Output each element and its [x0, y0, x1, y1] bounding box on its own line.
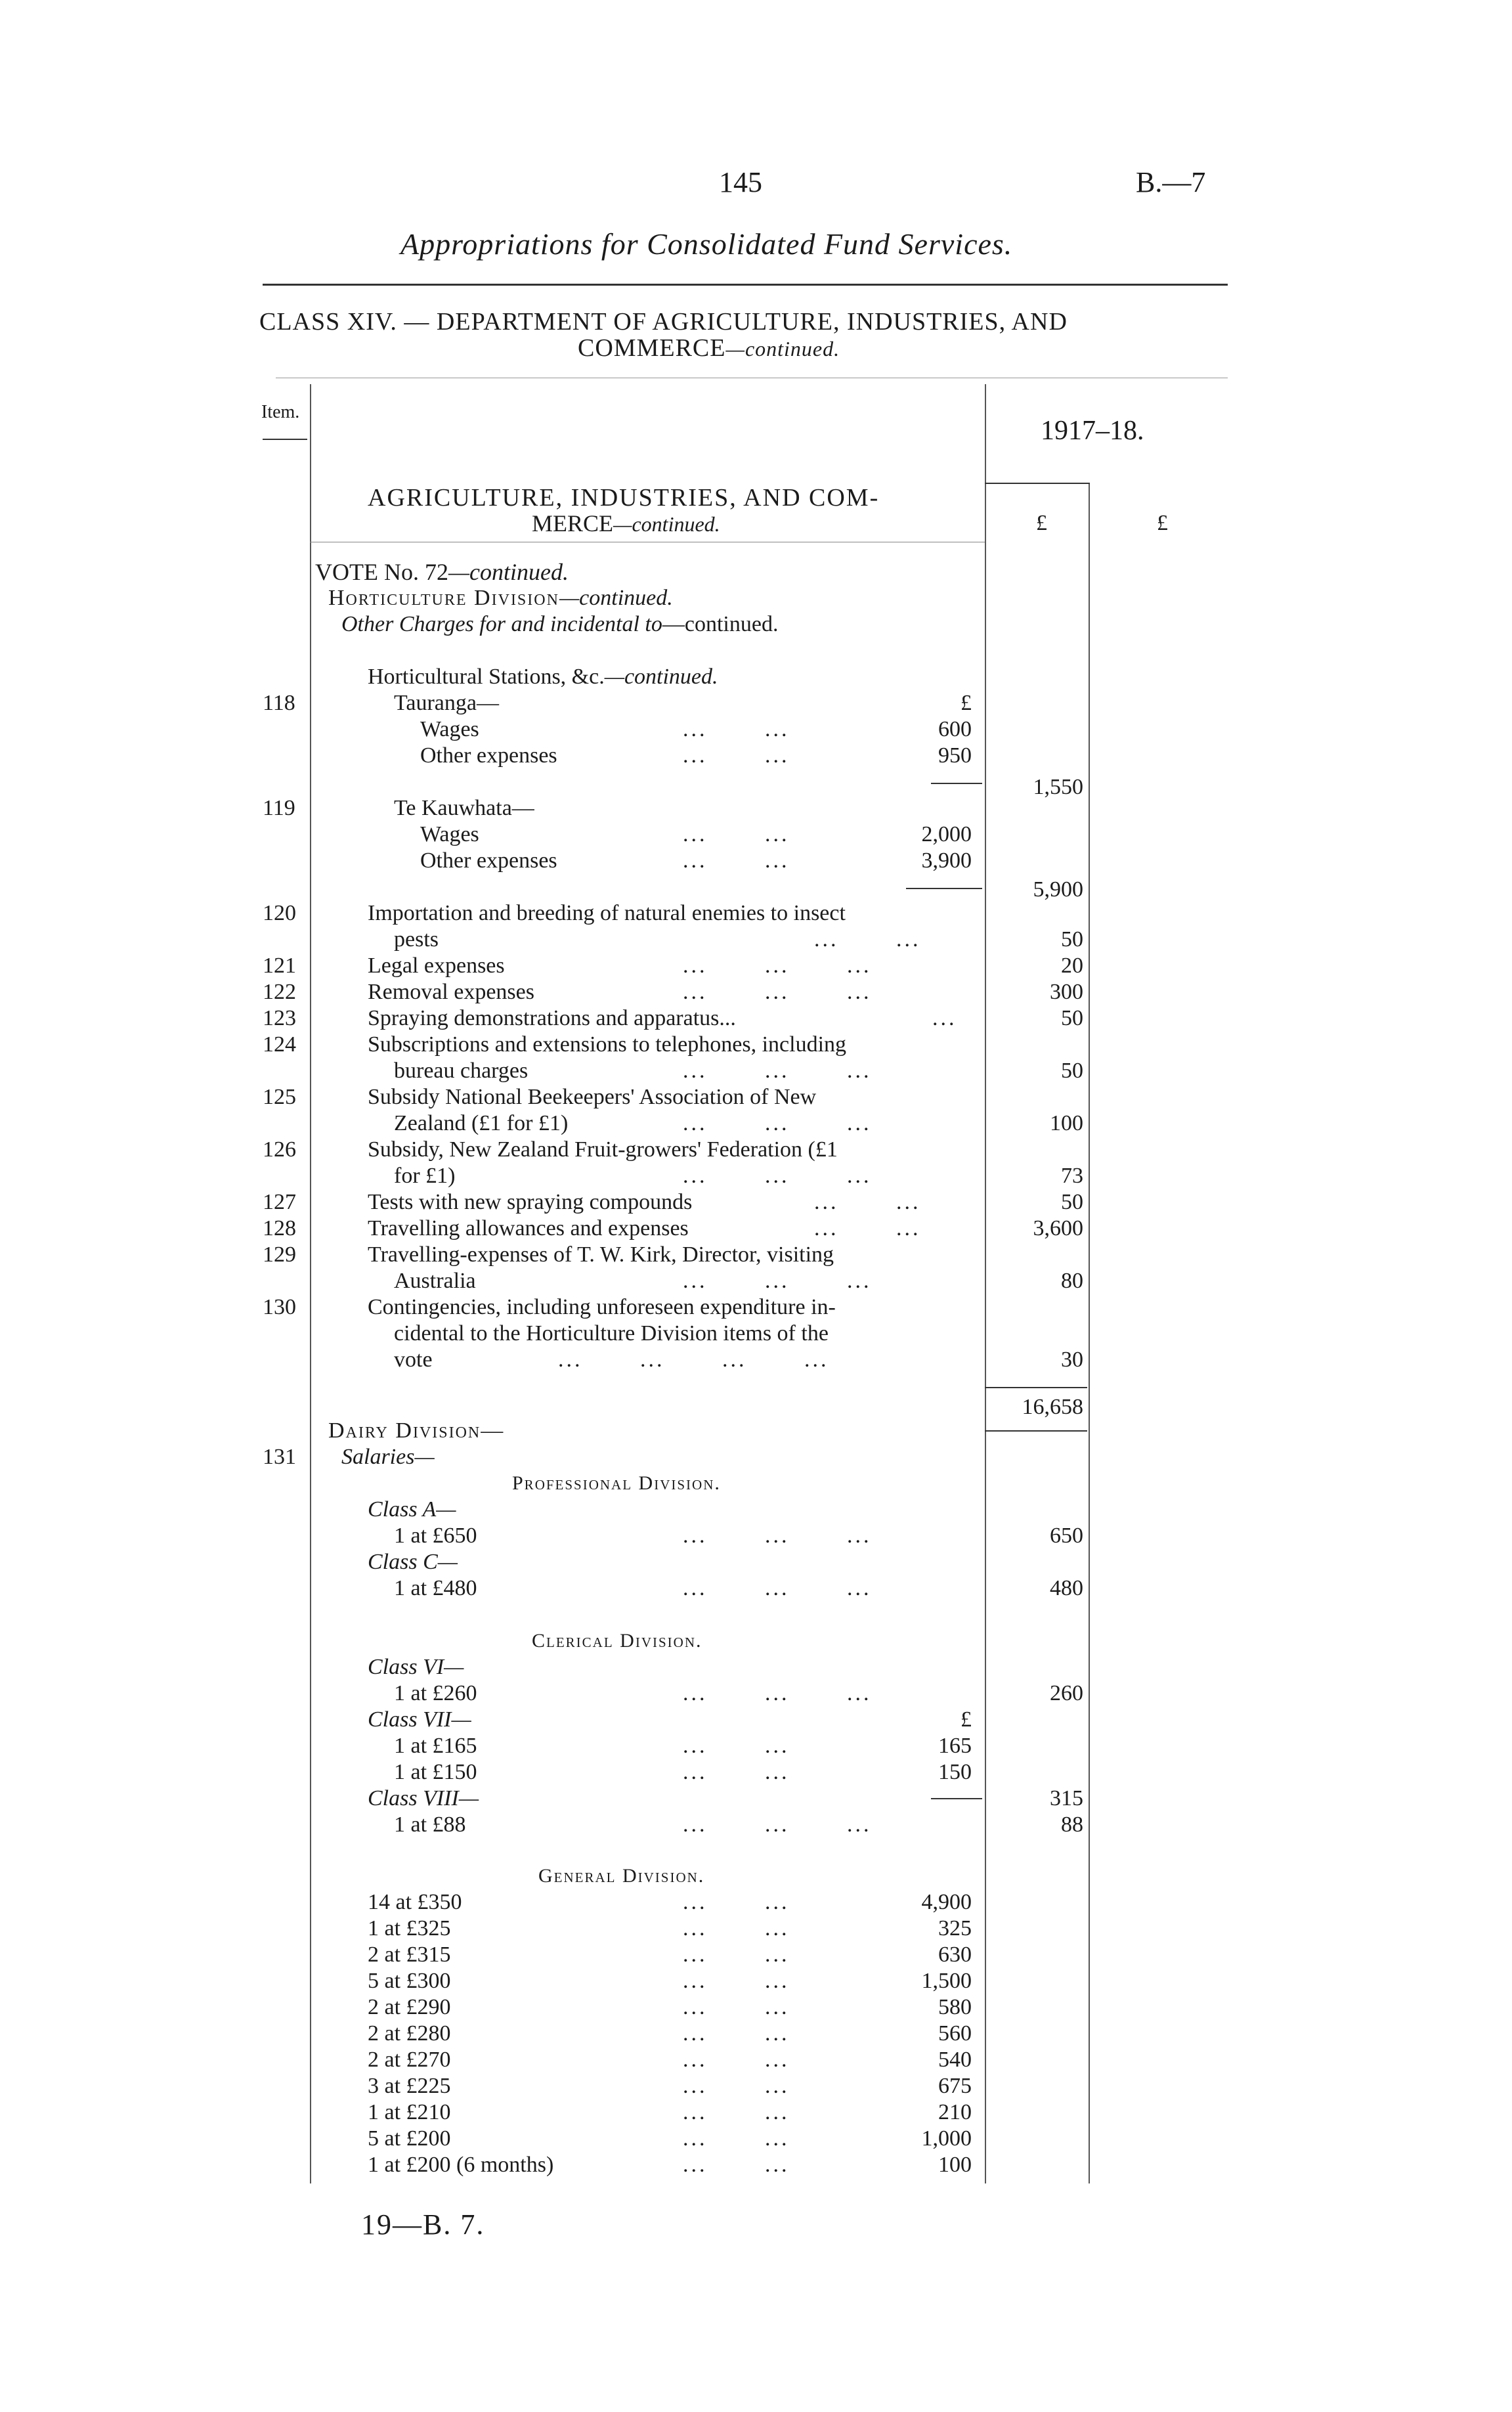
item-130-line2: cidental to the Horticulture Division items of the: [394, 1321, 829, 1346]
tauranga-pound-sign: £: [961, 691, 972, 715]
class-viii-heading: Class VIII—: [368, 1786, 479, 1810]
class-vi-heading: Class VI—: [368, 1655, 464, 1679]
vote-continued: —continued.: [448, 559, 569, 585]
item-number-121: 121: [263, 954, 296, 978]
item-129-amount: 80: [1061, 1269, 1083, 1293]
general-row-8-leaders: ... ...: [683, 2074, 790, 2098]
item-125-leaders: ... ... ...: [683, 1111, 872, 1135]
general-row-6-amount: 560: [938, 2021, 972, 2046]
item-126-line1: Subsidy, New Zealand Fruit-growers' Federation (£1: [368, 1137, 838, 1162]
class-viii-amount: 88: [1061, 1812, 1083, 1837]
general-row-7: 2 at £270: [368, 2048, 451, 2072]
general-row-1-amount: 4,900: [921, 1890, 972, 1914]
document-reference: B.—7: [1136, 166, 1206, 198]
item-124-line2: bureau charges: [394, 1059, 529, 1083]
class-vi-amount: 260: [1050, 1681, 1083, 1705]
class-heading-commerce: COMMERCE: [578, 334, 726, 362]
item-number-131: 131: [263, 1445, 296, 1469]
class-vii-heading: Class VII—: [368, 1707, 471, 1732]
tauranga-other-amount: 950: [938, 743, 972, 768]
item-122-leaders: ... ... ...: [683, 980, 872, 1004]
general-row-4-amount: 1,500: [921, 1969, 972, 1993]
item-124-leaders: ... ... ...: [683, 1059, 872, 1083]
item-128-label: Travelling allowances and expenses: [368, 1216, 689, 1240]
tekauwhata-other-leaders: ... ...: [683, 848, 790, 873]
division-line: [328, 586, 673, 611]
general-row-3-leaders: ... ...: [683, 1942, 790, 1967]
class-vii-row-1: 1 at £165: [394, 1734, 477, 1758]
division-continued: —continued.: [559, 586, 673, 610]
class-vii-row-2-amount: 150: [938, 1760, 972, 1784]
item-127-leaders: ... ...: [814, 1190, 921, 1214]
general-row-4-leaders: ... ...: [683, 1969, 790, 1993]
item-122-amount: 300: [1050, 980, 1083, 1004]
item-number-118: 118: [263, 691, 295, 715]
professional-division-heading: Professional Division.: [512, 1472, 721, 1494]
general-row-11: 1 at £200 (6 months): [368, 2153, 554, 2177]
general-row-11-leaders: ... ...: [683, 2153, 790, 2177]
class-vii-pound-sign: £: [961, 1707, 972, 1732]
item-number-119: 119: [263, 796, 295, 820]
general-row-2: 1 at £325: [368, 1916, 451, 1941]
class-heading-line1: CLASS XIV. — DEPARTMENT OF AGRICULTURE, INDUSTRIES, AND: [259, 308, 1068, 336]
class-c-leaders: ... ... ...: [683, 1576, 872, 1600]
tekauwhata-other-amount: 3,900: [921, 848, 972, 873]
item-120-leaders: ... ...: [814, 927, 921, 952]
general-division-heading: General Division.: [538, 1865, 705, 1887]
general-row-8: 3 at £225: [368, 2074, 451, 2098]
item-number-128: 128: [263, 1216, 296, 1240]
general-row-7-amount: 540: [938, 2048, 972, 2072]
item-number-126: 126: [263, 1137, 296, 1162]
item-127-label: Tests with new spraying compounds: [368, 1190, 693, 1214]
item-130-line3: vote: [394, 1348, 433, 1372]
general-row-6: 2 at £280: [368, 2021, 451, 2046]
general-row-7-leaders: ... ...: [683, 2048, 790, 2072]
tauranga-wages-label: Wages: [420, 717, 479, 741]
running-title: Appropriations for Consolidated Fund Services.: [400, 227, 1013, 261]
tekauwhata-subtotal-rule: [906, 888, 982, 889]
tekauwhata-title: Te Kauwhata—: [394, 796, 534, 820]
general-row-9-leaders: ... ...: [683, 2100, 790, 2124]
item-number-130: 130: [263, 1295, 296, 1319]
class-viii-leaders: ... ... ...: [683, 1812, 872, 1837]
tekauwhata-other-label: Other expenses: [420, 848, 557, 873]
tekauwhata-wages-leaders: ... ...: [683, 822, 790, 846]
item-120-line1: Importation and breeding of natural enemies to insect: [368, 901, 846, 925]
tauranga-other-label: Other expenses: [420, 743, 557, 768]
item-column-divider: [310, 384, 311, 2183]
item-number-124: 124: [263, 1032, 296, 1057]
class-a-heading: Class A—: [368, 1497, 456, 1522]
total-column-divider: [1089, 483, 1090, 2183]
other-charges-label: Other Charges for and incidental to: [341, 612, 662, 636]
item-121-amount: 20: [1061, 954, 1083, 978]
class-vi-row: 1 at £260: [394, 1681, 477, 1705]
item-126-leaders: ... ... ...: [683, 1164, 872, 1188]
stations-continued: —continued.: [604, 665, 718, 689]
item-130-line1: Contingencies, including unforeseen expenditure in-: [368, 1295, 836, 1319]
general-row-1: 14 at £350: [368, 1890, 462, 1914]
item-120-amount: 50: [1061, 927, 1083, 952]
general-row-10: 5 at £200: [368, 2126, 451, 2151]
item-123-label: Spraying demonstrations and apparatus...: [368, 1006, 736, 1030]
class-vii-total: 315: [1050, 1786, 1083, 1810]
signature-footer: 19—B. 7.: [361, 2208, 485, 2241]
class-vi-leaders: ... ... ...: [683, 1681, 872, 1705]
item-121-label: Legal expenses: [368, 954, 505, 978]
class-heading-line2: [578, 334, 840, 362]
item-126-line2: for £1): [394, 1164, 456, 1188]
item-number-123: 123: [263, 1006, 296, 1030]
section-title-continued: —continued.: [613, 512, 720, 536]
general-row-5-amount: 580: [938, 1995, 972, 2019]
item-123-amount: 50: [1061, 1006, 1083, 1030]
item-121-leaders: ... ... ...: [683, 954, 872, 978]
general-row-2-leaders: ... ...: [683, 1916, 790, 1941]
stations-line: [368, 665, 718, 690]
horticulture-total: 16,658: [1022, 1395, 1083, 1419]
general-row-9: 1 at £210: [368, 2100, 451, 2124]
general-row-4: 5 at £300: [368, 1969, 451, 1993]
class-vii-row-2: 1 at £150: [394, 1760, 477, 1784]
tekauwhata-wages-label: Wages: [420, 822, 479, 846]
tekauwhata-total: 5,900: [1033, 877, 1083, 902]
tauranga-other-leaders: ... ...: [683, 743, 790, 768]
other-charges-line: [341, 612, 778, 637]
item-129-line2: Australia: [394, 1269, 476, 1293]
class-c-row: 1 at £480: [394, 1576, 477, 1600]
item-125-amount: 100: [1050, 1111, 1083, 1135]
page-number: 145: [719, 166, 762, 198]
year-column-header: 1917–18.: [1041, 416, 1144, 446]
header-rule: [263, 284, 1228, 286]
section-title-merce: MERCE: [532, 510, 614, 537]
stations-label: Horticultural Stations, &c.: [368, 665, 605, 689]
item-column-header: Item.: [261, 402, 300, 422]
item-number-127: 127: [263, 1190, 296, 1214]
vote-number: VOTE No. 72: [315, 559, 448, 585]
item-number-120: 120: [263, 901, 296, 925]
item-124-amount: 50: [1061, 1059, 1083, 1083]
tauranga-wages-leaders: ... ...: [683, 717, 790, 741]
item-number-122: 122: [263, 980, 296, 1004]
item-127-amount: 50: [1061, 1190, 1083, 1214]
item-128-leaders: ... ...: [814, 1216, 921, 1240]
general-row-6-leaders: ... ...: [683, 2021, 790, 2046]
item-123-leaders: ...: [932, 1006, 957, 1030]
general-row-10-leaders: ... ...: [683, 2126, 790, 2151]
class-viii-row: 1 at £88: [394, 1812, 466, 1837]
general-row-2-amount: 325: [938, 1916, 972, 1941]
class-vii-row-2-leaders: ... ...: [683, 1760, 790, 1784]
general-row-8-amount: 675: [938, 2074, 972, 2098]
tekauwhata-wages-amount: 2,000: [921, 822, 972, 846]
class-heading-continued: —continued.: [725, 337, 840, 361]
class-a-amount: 650: [1050, 1524, 1083, 1548]
section-title-line2: [532, 510, 720, 537]
class-vii-row-1-amount: 165: [938, 1734, 972, 1758]
general-row-3: 2 at £315: [368, 1942, 451, 1967]
pound-header-1: £: [1036, 511, 1047, 535]
general-row-9-amount: 210: [938, 2100, 972, 2124]
salaries-heading: Salaries—: [341, 1445, 435, 1469]
item-header-rule: [263, 439, 307, 440]
item-122-label: Removal expenses: [368, 980, 534, 1004]
item-number-129: 129: [263, 1242, 296, 1267]
class-a-row: 1 at £650: [394, 1524, 477, 1548]
item-128-amount: 3,600: [1033, 1216, 1083, 1240]
pound-header-2: £: [1157, 511, 1168, 535]
item-125-line2: Zealand (£1 for £1): [394, 1111, 569, 1135]
tauranga-title: Tauranga—: [394, 691, 499, 715]
item-126-amount: 73: [1061, 1164, 1083, 1188]
clerical-division-heading: Clerical Division.: [532, 1630, 702, 1652]
horticulture-total-underline: [985, 1430, 1087, 1432]
year-header-rule: [985, 483, 1090, 484]
general-row-1-leaders: ... ...: [683, 1890, 790, 1914]
division-name: Horticulture Division: [328, 586, 559, 610]
item-130-leaders: ... ... ... ...: [558, 1348, 829, 1372]
other-charges-continued: —continued.: [662, 612, 779, 636]
tauranga-wages-amount: 600: [938, 717, 972, 741]
tauranga-total: 1,550: [1033, 775, 1083, 799]
dairy-division-heading: Dairy Division—: [328, 1418, 505, 1443]
general-row-10-amount: 1,000: [921, 2126, 972, 2151]
item-125-line1: Subsidy National Beekeepers' Association of New: [368, 1085, 817, 1109]
item-120-line2: pests: [394, 927, 439, 952]
class-vii-row-1-leaders: ... ...: [683, 1734, 790, 1758]
class-a-leaders: ... ... ...: [683, 1524, 872, 1548]
item-130-amount: 30: [1061, 1348, 1083, 1372]
vote-line: [315, 559, 569, 584]
item-number-125: 125: [263, 1085, 296, 1109]
general-row-11-amount: 100: [938, 2153, 972, 2177]
class-c-amount: 480: [1050, 1576, 1083, 1600]
general-row-5: 2 at £290: [368, 1995, 451, 2019]
item-129-leaders: ... ... ...: [683, 1269, 872, 1293]
section-title-line1: AGRICULTURE, INDUSTRIES, AND COM-: [368, 484, 880, 512]
item-124-line1: Subscriptions and extensions to telephones, including: [368, 1032, 847, 1057]
general-row-5-leaders: ... ...: [683, 1995, 790, 2019]
class-c-heading: Class C—: [368, 1550, 458, 1574]
item-129-line1: Travelling-expenses of T. W. Kirk, Director, visiting: [368, 1242, 834, 1267]
horticulture-total-rule: [985, 1387, 1087, 1388]
general-row-3-amount: 630: [938, 1942, 972, 1967]
